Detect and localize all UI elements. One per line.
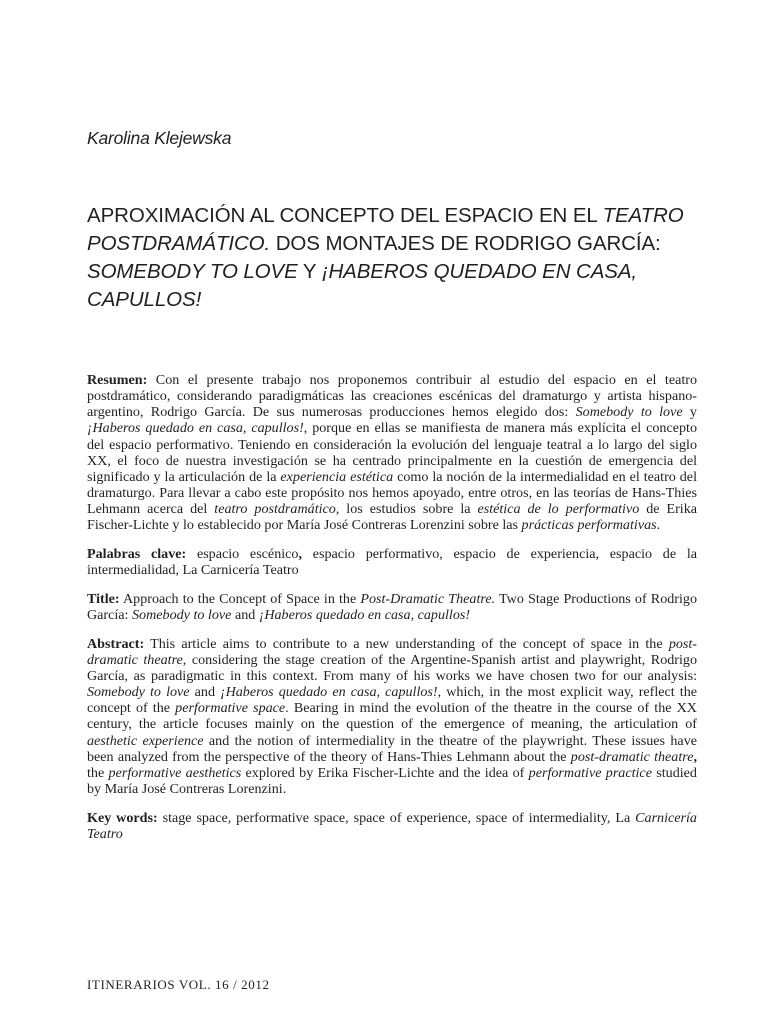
title-line-1 bbox=[87, 202, 697, 230]
english-title-text: Two Stage Productions of Rodrigo García: bbox=[87, 590, 698, 624]
abstract-italic: ¡Haberos quedado en casa, capullos! bbox=[220, 684, 438, 701]
author-name: Karolina Klejewska bbox=[87, 128, 232, 148]
abstract-text: explored by Erika Fischer-Lichte and the idea of bbox=[241, 764, 529, 781]
title-text: APROXIMACIÓN AL CONCEPTO DEL ESPACIO EN EL bbox=[87, 204, 603, 227]
resumen-italic: estética de lo performativo bbox=[477, 501, 640, 518]
keywords-text: stage space, performative space, space of experience, space of intermediality, La bbox=[157, 809, 636, 826]
keywords-italic: Carnicería Teatro bbox=[87, 809, 697, 842]
title-italic-text: CAPULLOS! bbox=[87, 288, 202, 311]
abstract-italic: performative space bbox=[175, 700, 286, 717]
english-title-text: Approach to the Concept of Space in the bbox=[119, 590, 361, 607]
abstract-label: Abstract: bbox=[87, 635, 145, 652]
keywords-paragraph bbox=[87, 810, 697, 842]
resumen-italic: teatro postdramático bbox=[214, 501, 336, 518]
abstract-italic: Somebody to love bbox=[87, 684, 190, 701]
title-italic-text: ¡HABEROS QUEDADO EN CASA, bbox=[321, 260, 638, 283]
abstract-text: and the notion of intermediality in the theatre of the playwright. These issues have been analyzed from the perspective of the theory of Hans-Thies Lehmann about the bbox=[87, 732, 697, 765]
abstract-text: This article aims to contribute to a new understanding of the concept of space in the bbox=[144, 635, 669, 652]
journal-footer: ITINERARIOS VOL. 16 / 2012 bbox=[87, 977, 270, 992]
abstract-text: , considering the stage creation of the Argentine-Spanish artist and playwright, Rodrigo García, as paradigmatic in this context. From many of his works we have chosen two for our analysis: bbox=[87, 651, 697, 684]
english-title-paragraph bbox=[87, 591, 697, 623]
title-line-4 bbox=[87, 286, 697, 314]
title-line-2 bbox=[87, 230, 697, 258]
article-body bbox=[87, 372, 697, 842]
resumen-italic: ¡Haberos quedado en casa, capullos! bbox=[87, 420, 304, 437]
abstract-italic: performative aesthetics bbox=[108, 764, 242, 781]
palabras-clave-paragraph bbox=[87, 546, 697, 578]
title-text: Y bbox=[297, 260, 322, 283]
resumen-italic: experiencia estética bbox=[280, 468, 394, 485]
english-title-italic: ¡Haberos quedado en casa, capullos! bbox=[258, 607, 471, 624]
title-line-3 bbox=[87, 258, 697, 286]
english-title-text: and bbox=[231, 607, 259, 624]
abstract-bold-comma: , bbox=[693, 748, 698, 765]
title-text: DOS MONTAJES DE RODRIGO GARCÍA: bbox=[270, 232, 661, 255]
resumen-text: y bbox=[682, 404, 697, 421]
palabras-text: espacio performativo, espacio de experiencia, espacio de la intermedialidad, La Carnicería Teatro bbox=[87, 546, 697, 579]
resumen-text: como la noción de la intermedialidad en el teatro del dramaturgo. Para llevar a cabo este propósito nos hemos apoyado, entre otros, en las teorías de Hans-Thies Lehmann acerca del bbox=[87, 468, 697, 518]
abstract-italic: post-dramatic theatre bbox=[87, 635, 697, 668]
abstract-italic: performative practice bbox=[528, 764, 652, 781]
english-title-italic: Somebody to love bbox=[132, 607, 232, 624]
article-title bbox=[87, 202, 697, 314]
abstract-text: and bbox=[189, 684, 221, 701]
resumen-italic: Somebody to love bbox=[575, 404, 683, 421]
english-title-italic: Post-Dramatic Theatre. bbox=[360, 590, 496, 607]
resumen-paragraph bbox=[87, 372, 697, 534]
keywords-label: Key words: bbox=[87, 809, 158, 826]
abstract-italic: post-dramatic theatre bbox=[570, 748, 694, 765]
abstract-text: studied by María José Contreras Lorenzini. bbox=[87, 764, 697, 798]
abstract-text: . Bearing in mind the evolution of the theatre in the course of the XX century, the article focuses mainly on the question of the emergence of meaning, the articulation of bbox=[87, 700, 697, 733]
abstract-paragraph bbox=[87, 636, 697, 798]
title-italic-text: TEATRO bbox=[602, 204, 684, 227]
resumen-label: Resumen: bbox=[87, 372, 148, 388]
title-italic-text: POSTDRAMÁTICO. bbox=[87, 232, 271, 255]
palabras-clave-label: Palabras clave: bbox=[87, 546, 187, 563]
palabras-bold-comma: , bbox=[298, 546, 302, 563]
resumen-italic: prácticas performativas bbox=[521, 517, 657, 534]
english-title-label: Title: bbox=[87, 590, 120, 607]
resumen-text: , porque en ellas se manifiesta de manera más explícita el concepto del espacio performativo. Teniendo en consideración la evolución del lenguaje teatral a lo largo del siglo XX, el foco de nuestra investigación se ha centrado principalmente en la cuestión de emergencia del significado y la articulación de la bbox=[87, 420, 698, 485]
abstract-text: , which, in the most explicit way, reflect the concept of the bbox=[87, 684, 697, 717]
abstract-text: the bbox=[87, 764, 109, 781]
resumen-text: Con el presente trabajo nos proponemos contribuir al estudio del espacio en el teatro postdramático, considerando paradigmáticas las creaciones escénicas del dramaturgo y artista hispano-argentino, Rodrigo García. De sus numerosas producciones hemos elegido dos: bbox=[87, 372, 697, 421]
abstract-italic: aesthetic experience bbox=[87, 732, 204, 749]
palabras-text: espacio escénico bbox=[186, 546, 299, 563]
resumen-text: . bbox=[656, 517, 661, 534]
resumen-text: , los estudios sobre la bbox=[335, 501, 478, 518]
resumen-text: de Erika Fischer-Lichte y lo establecido por María José Contreras Lorenzini sobre las bbox=[87, 501, 698, 534]
title-italic-text: SOMEBODY TO LOVE bbox=[87, 260, 298, 283]
